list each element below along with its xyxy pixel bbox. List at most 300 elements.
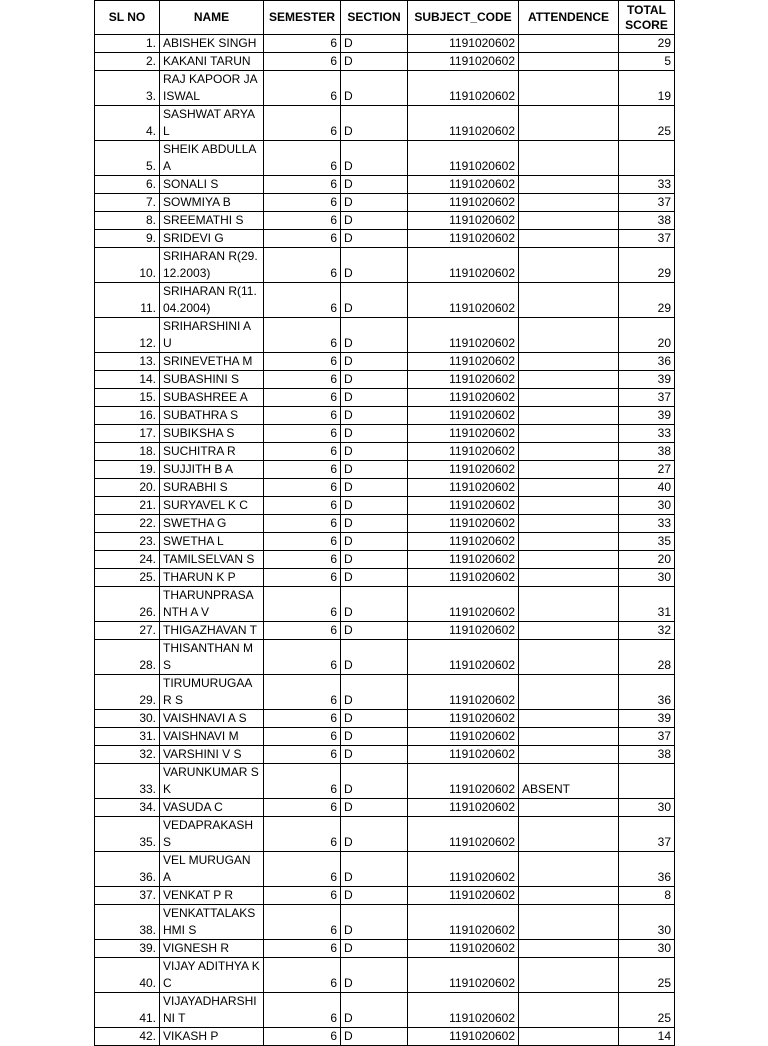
name-cell: THARUNPRASANTH A V xyxy=(160,587,264,622)
sl-no-cell: 21. xyxy=(95,497,160,515)
section-cell: D xyxy=(341,176,408,194)
total-score-cell: 39 xyxy=(619,407,675,425)
table-row xyxy=(95,425,675,443)
semester-cell: 6 xyxy=(264,106,341,141)
total-score-cell: 27 xyxy=(619,461,675,479)
name-cell: VARUNKUMAR S K xyxy=(160,764,264,799)
total-score-cell: 14 xyxy=(619,1028,675,1046)
semester-cell: 6 xyxy=(264,764,341,799)
sl-no-cell: 2. xyxy=(95,53,160,71)
table-row xyxy=(95,353,675,371)
sl-no-cell: 14. xyxy=(95,371,160,389)
sl-no-cell: 33. xyxy=(95,764,160,799)
attendence-cell xyxy=(519,371,619,389)
attendence-cell xyxy=(519,71,619,106)
table-row xyxy=(95,230,675,248)
sl-no-cell: 41. xyxy=(95,993,160,1028)
subject-code-cell: 1191020602 xyxy=(408,212,519,230)
name-cell: VASUDA C xyxy=(160,799,264,817)
section-cell: D xyxy=(341,194,408,212)
sl-no-cell: 4. xyxy=(95,106,160,141)
name-cell: VARSHINI V S xyxy=(160,746,264,764)
name-cell: SRINEVETHA M xyxy=(160,353,264,371)
table-row xyxy=(95,622,675,640)
name-cell: VENKAT P R xyxy=(160,887,264,905)
header-total-score: TOTAL SCORE xyxy=(619,1,675,35)
sl-no-cell: 15. xyxy=(95,389,160,407)
total-score-cell: 38 xyxy=(619,212,675,230)
total-score-cell: 35 xyxy=(619,533,675,551)
sl-no-cell: 20. xyxy=(95,479,160,497)
table-row xyxy=(95,764,675,799)
total-score-cell: 37 xyxy=(619,194,675,212)
score-table xyxy=(94,0,675,1046)
table-row xyxy=(95,640,675,675)
section-cell: D xyxy=(341,389,408,407)
semester-cell: 6 xyxy=(264,443,341,461)
semester-cell: 6 xyxy=(264,905,341,940)
subject-code-cell: 1191020602 xyxy=(408,106,519,141)
attendence-cell xyxy=(519,640,619,675)
attendence-cell xyxy=(519,710,619,728)
section-cell: D xyxy=(341,515,408,533)
name-cell: RAJ KAPOOR JAISWAL xyxy=(160,71,264,106)
name-cell: VAISHNAVI M xyxy=(160,728,264,746)
name-cell: SUBASHREE A xyxy=(160,389,264,407)
name-cell: SRIDEVI G xyxy=(160,230,264,248)
sl-no-cell: 8. xyxy=(95,212,160,230)
name-cell: VIJAYADHARSHINI T xyxy=(160,993,264,1028)
subject-code-cell: 1191020602 xyxy=(408,479,519,497)
subject-code-cell: 1191020602 xyxy=(408,497,519,515)
attendence-cell xyxy=(519,817,619,852)
sl-no-cell: 30. xyxy=(95,710,160,728)
name-cell: ABISHEK SINGH xyxy=(160,35,264,53)
attendence-cell xyxy=(519,958,619,993)
section-cell: D xyxy=(341,728,408,746)
table-row xyxy=(95,817,675,852)
section-cell: D xyxy=(341,675,408,710)
subject-code-cell: 1191020602 xyxy=(408,533,519,551)
name-cell: SHEIK ABDULLA A xyxy=(160,141,264,176)
semester-cell: 6 xyxy=(264,640,341,675)
attendence-cell xyxy=(519,479,619,497)
subject-code-cell: 1191020602 xyxy=(408,71,519,106)
table-row xyxy=(95,53,675,71)
table-row xyxy=(95,728,675,746)
total-score-cell: 29 xyxy=(619,248,675,283)
semester-cell: 6 xyxy=(264,35,341,53)
subject-code-cell: 1191020602 xyxy=(408,389,519,407)
total-score-cell xyxy=(619,141,675,176)
table-row xyxy=(95,106,675,141)
total-score-cell: 38 xyxy=(619,746,675,764)
attendence-cell xyxy=(519,212,619,230)
attendence-cell xyxy=(519,1028,619,1046)
table-row xyxy=(95,371,675,389)
total-score-cell: 33 xyxy=(619,176,675,194)
attendence-cell xyxy=(519,176,619,194)
attendence-cell xyxy=(519,106,619,141)
sl-no-cell: 42. xyxy=(95,1028,160,1046)
table-row xyxy=(95,443,675,461)
total-score-cell: 25 xyxy=(619,106,675,141)
subject-code-cell: 1191020602 xyxy=(408,425,519,443)
attendence-cell xyxy=(519,248,619,283)
total-score-cell: 39 xyxy=(619,371,675,389)
attendence-cell xyxy=(519,407,619,425)
semester-cell: 6 xyxy=(264,569,341,587)
total-score-cell: 5 xyxy=(619,53,675,71)
section-cell: D xyxy=(341,551,408,569)
semester-cell: 6 xyxy=(264,940,341,958)
section-cell: D xyxy=(341,746,408,764)
table-row xyxy=(95,569,675,587)
table-row xyxy=(95,71,675,106)
section-cell: D xyxy=(341,479,408,497)
total-score-cell: 33 xyxy=(619,425,675,443)
attendence-cell xyxy=(519,318,619,353)
attendence-cell xyxy=(519,746,619,764)
name-cell: THIGAZHAVAN T xyxy=(160,622,264,640)
sl-no-cell: 5. xyxy=(95,141,160,176)
name-cell: SWETHA L xyxy=(160,533,264,551)
total-score-cell: 37 xyxy=(619,230,675,248)
total-score-cell: 36 xyxy=(619,353,675,371)
attendence-cell xyxy=(519,905,619,940)
semester-cell: 6 xyxy=(264,407,341,425)
semester-cell: 6 xyxy=(264,710,341,728)
subject-code-cell: 1191020602 xyxy=(408,53,519,71)
sl-no-cell: 16. xyxy=(95,407,160,425)
semester-cell: 6 xyxy=(264,371,341,389)
header-section: SECTION xyxy=(341,1,408,35)
name-cell: SUBIKSHA S xyxy=(160,425,264,443)
sl-no-cell: 13. xyxy=(95,353,160,371)
total-score-cell: 39 xyxy=(619,710,675,728)
semester-cell: 6 xyxy=(264,551,341,569)
semester-cell: 6 xyxy=(264,675,341,710)
section-cell: D xyxy=(341,497,408,515)
attendence-cell xyxy=(519,353,619,371)
total-score-cell: 30 xyxy=(619,940,675,958)
sl-no-cell: 37. xyxy=(95,887,160,905)
subject-code-cell: 1191020602 xyxy=(408,176,519,194)
attendence-cell xyxy=(519,622,619,640)
header-name: NAME xyxy=(160,1,264,35)
attendence-cell xyxy=(519,425,619,443)
name-cell: SUBASHINI S xyxy=(160,371,264,389)
semester-cell: 6 xyxy=(264,587,341,622)
section-cell: D xyxy=(341,283,408,318)
subject-code-cell: 1191020602 xyxy=(408,515,519,533)
semester-cell: 6 xyxy=(264,958,341,993)
section-cell: D xyxy=(341,461,408,479)
subject-code-cell: 1191020602 xyxy=(408,461,519,479)
name-cell: VIKASH P xyxy=(160,1028,264,1046)
attendence-cell xyxy=(519,141,619,176)
section-cell: D xyxy=(341,940,408,958)
total-score-cell: 30 xyxy=(619,799,675,817)
attendence-cell xyxy=(519,53,619,71)
subject-code-cell: 1191020602 xyxy=(408,35,519,53)
subject-code-cell: 1191020602 xyxy=(408,905,519,940)
sl-no-cell: 17. xyxy=(95,425,160,443)
name-cell: VEL MURUGAN A xyxy=(160,852,264,887)
table-row xyxy=(95,318,675,353)
subject-code-cell: 1191020602 xyxy=(408,728,519,746)
table-row xyxy=(95,194,675,212)
subject-code-cell: 1191020602 xyxy=(408,551,519,569)
semester-cell: 6 xyxy=(264,53,341,71)
total-score-cell: 20 xyxy=(619,551,675,569)
table-row xyxy=(95,1028,675,1046)
name-cell: TIRUMURUGAAR S xyxy=(160,675,264,710)
semester-cell: 6 xyxy=(264,318,341,353)
name-cell: TAMILSELVAN S xyxy=(160,551,264,569)
name-cell: KAKANI TARUN xyxy=(160,53,264,71)
semester-cell: 6 xyxy=(264,728,341,746)
total-score-cell: 29 xyxy=(619,35,675,53)
section-cell: D xyxy=(341,640,408,675)
subject-code-cell: 1191020602 xyxy=(408,675,519,710)
sl-no-cell: 19. xyxy=(95,461,160,479)
table-row xyxy=(95,407,675,425)
semester-cell: 6 xyxy=(264,71,341,106)
table-row xyxy=(95,461,675,479)
semester-cell: 6 xyxy=(264,353,341,371)
semester-cell: 6 xyxy=(264,1028,341,1046)
subject-code-cell: 1191020602 xyxy=(408,318,519,353)
subject-code-cell: 1191020602 xyxy=(408,764,519,799)
attendence-cell xyxy=(519,887,619,905)
name-cell: SRIHARSHINI A U xyxy=(160,318,264,353)
semester-cell: 6 xyxy=(264,283,341,318)
sl-no-cell: 36. xyxy=(95,852,160,887)
section-cell: D xyxy=(341,71,408,106)
total-score-cell: 30 xyxy=(619,497,675,515)
sl-no-cell: 22. xyxy=(95,515,160,533)
subject-code-cell: 1191020602 xyxy=(408,940,519,958)
attendence-cell xyxy=(519,799,619,817)
name-cell: SASHWAT ARYAL xyxy=(160,106,264,141)
header-row xyxy=(95,1,675,35)
name-cell: VIGNESH R xyxy=(160,940,264,958)
total-score-cell: 30 xyxy=(619,569,675,587)
semester-cell: 6 xyxy=(264,993,341,1028)
attendence-cell xyxy=(519,940,619,958)
section-cell: D xyxy=(341,353,408,371)
sl-no-cell: 11. xyxy=(95,283,160,318)
attendence-cell xyxy=(519,497,619,515)
sl-no-cell: 27. xyxy=(95,622,160,640)
section-cell: D xyxy=(341,993,408,1028)
semester-cell: 6 xyxy=(264,515,341,533)
total-score-cell: 31 xyxy=(619,587,675,622)
section-cell: D xyxy=(341,443,408,461)
table-row xyxy=(95,940,675,958)
subject-code-cell: 1191020602 xyxy=(408,230,519,248)
subject-code-cell: 1191020602 xyxy=(408,248,519,283)
total-score-cell: 20 xyxy=(619,318,675,353)
name-cell: VEDAPRAKASH S xyxy=(160,817,264,852)
header-attendence: ATTENDENCE xyxy=(519,1,619,35)
sl-no-cell: 3. xyxy=(95,71,160,106)
name-cell: SURYAVEL K C xyxy=(160,497,264,515)
table-row xyxy=(95,746,675,764)
semester-cell: 6 xyxy=(264,479,341,497)
section-cell: D xyxy=(341,622,408,640)
attendence-cell xyxy=(519,993,619,1028)
section-cell: D xyxy=(341,905,408,940)
semester-cell: 6 xyxy=(264,141,341,176)
table-row xyxy=(95,587,675,622)
sl-no-cell: 23. xyxy=(95,533,160,551)
table-row xyxy=(95,479,675,497)
name-cell: VENKATTALAKSHMI S xyxy=(160,905,264,940)
semester-cell: 6 xyxy=(264,497,341,515)
name-cell: SREEMATHI S xyxy=(160,212,264,230)
sl-no-cell: 26. xyxy=(95,587,160,622)
total-score-cell: 37 xyxy=(619,728,675,746)
section-cell: D xyxy=(341,248,408,283)
total-score-cell: 8 xyxy=(619,887,675,905)
section-cell: D xyxy=(341,887,408,905)
name-cell: VIJAY ADITHYA K C xyxy=(160,958,264,993)
subject-code-cell: 1191020602 xyxy=(408,587,519,622)
section-cell: D xyxy=(341,587,408,622)
subject-code-cell: 1191020602 xyxy=(408,569,519,587)
table-row xyxy=(95,389,675,407)
attendence-cell xyxy=(519,569,619,587)
section-cell: D xyxy=(341,425,408,443)
table-row xyxy=(95,141,675,176)
table-row xyxy=(95,248,675,283)
name-cell: VAISHNAVI A S xyxy=(160,710,264,728)
attendence-cell xyxy=(519,35,619,53)
total-score-cell: 37 xyxy=(619,817,675,852)
header-semester: SEMESTER xyxy=(264,1,341,35)
total-score-cell: 38 xyxy=(619,443,675,461)
table-row xyxy=(95,799,675,817)
total-score-cell: 32 xyxy=(619,622,675,640)
subject-code-cell: 1191020602 xyxy=(408,194,519,212)
sl-no-cell: 34. xyxy=(95,799,160,817)
name-cell: SUBATHRA S xyxy=(160,407,264,425)
semester-cell: 6 xyxy=(264,248,341,283)
subject-code-cell: 1191020602 xyxy=(408,443,519,461)
sl-no-cell: 40. xyxy=(95,958,160,993)
total-score-cell xyxy=(619,764,675,799)
subject-code-cell: 1191020602 xyxy=(408,993,519,1028)
subject-code-cell: 1191020602 xyxy=(408,283,519,318)
total-score-cell: 19 xyxy=(619,71,675,106)
section-cell: D xyxy=(341,53,408,71)
name-cell: SONALI S xyxy=(160,176,264,194)
sl-no-cell: 35. xyxy=(95,817,160,852)
name-cell: SURABHI S xyxy=(160,479,264,497)
attendence-cell xyxy=(519,852,619,887)
attendence-cell xyxy=(519,587,619,622)
attendence-cell xyxy=(519,443,619,461)
table-row xyxy=(95,212,675,230)
attendence-cell xyxy=(519,461,619,479)
section-cell: D xyxy=(341,569,408,587)
section-cell: D xyxy=(341,318,408,353)
section-cell: D xyxy=(341,141,408,176)
subject-code-cell: 1191020602 xyxy=(408,407,519,425)
attendence-cell xyxy=(519,230,619,248)
semester-cell: 6 xyxy=(264,746,341,764)
table-row xyxy=(95,497,675,515)
name-cell: SUJJITH B A xyxy=(160,461,264,479)
table-row xyxy=(95,551,675,569)
subject-code-cell: 1191020602 xyxy=(408,622,519,640)
total-score-cell: 29 xyxy=(619,283,675,318)
sl-no-cell: 25. xyxy=(95,569,160,587)
attendence-cell xyxy=(519,533,619,551)
section-cell: D xyxy=(341,533,408,551)
subject-code-cell: 1191020602 xyxy=(408,710,519,728)
table-row xyxy=(95,710,675,728)
semester-cell: 6 xyxy=(264,425,341,443)
total-score-cell: 25 xyxy=(619,993,675,1028)
table-row xyxy=(95,852,675,887)
table-row xyxy=(95,176,675,194)
semester-cell: 6 xyxy=(264,176,341,194)
attendence-cell: ABSENT xyxy=(519,764,619,799)
table-row xyxy=(95,515,675,533)
sl-no-cell: 24. xyxy=(95,551,160,569)
semester-cell: 6 xyxy=(264,194,341,212)
subject-code-cell: 1191020602 xyxy=(408,958,519,993)
sl-no-cell: 18. xyxy=(95,443,160,461)
sl-no-cell: 9. xyxy=(95,230,160,248)
total-score-cell: 37 xyxy=(619,389,675,407)
total-score-cell: 36 xyxy=(619,852,675,887)
semester-cell: 6 xyxy=(264,799,341,817)
subject-code-cell: 1191020602 xyxy=(408,141,519,176)
subject-code-cell: 1191020602 xyxy=(408,746,519,764)
sl-no-cell: 10. xyxy=(95,248,160,283)
attendence-cell xyxy=(519,389,619,407)
section-cell: D xyxy=(341,35,408,53)
sl-no-cell: 31. xyxy=(95,728,160,746)
semester-cell: 6 xyxy=(264,230,341,248)
total-score-cell: 25 xyxy=(619,958,675,993)
subject-code-cell: 1191020602 xyxy=(408,353,519,371)
sl-no-cell: 39. xyxy=(95,940,160,958)
semester-cell: 6 xyxy=(264,389,341,407)
subject-code-cell: 1191020602 xyxy=(408,371,519,389)
attendence-cell xyxy=(519,194,619,212)
section-cell: D xyxy=(341,817,408,852)
sl-no-cell: 28. xyxy=(95,640,160,675)
semester-cell: 6 xyxy=(264,887,341,905)
attendence-cell xyxy=(519,728,619,746)
header-sl-no: SL NO xyxy=(95,1,160,35)
semester-cell: 6 xyxy=(264,852,341,887)
subject-code-cell: 1191020602 xyxy=(408,640,519,675)
attendence-cell xyxy=(519,515,619,533)
section-cell: D xyxy=(341,212,408,230)
section-cell: D xyxy=(341,1028,408,1046)
name-cell: SUCHITRA R xyxy=(160,443,264,461)
semester-cell: 6 xyxy=(264,212,341,230)
name-cell: SWETHA G xyxy=(160,515,264,533)
subject-code-cell: 1191020602 xyxy=(408,817,519,852)
semester-cell: 6 xyxy=(264,461,341,479)
